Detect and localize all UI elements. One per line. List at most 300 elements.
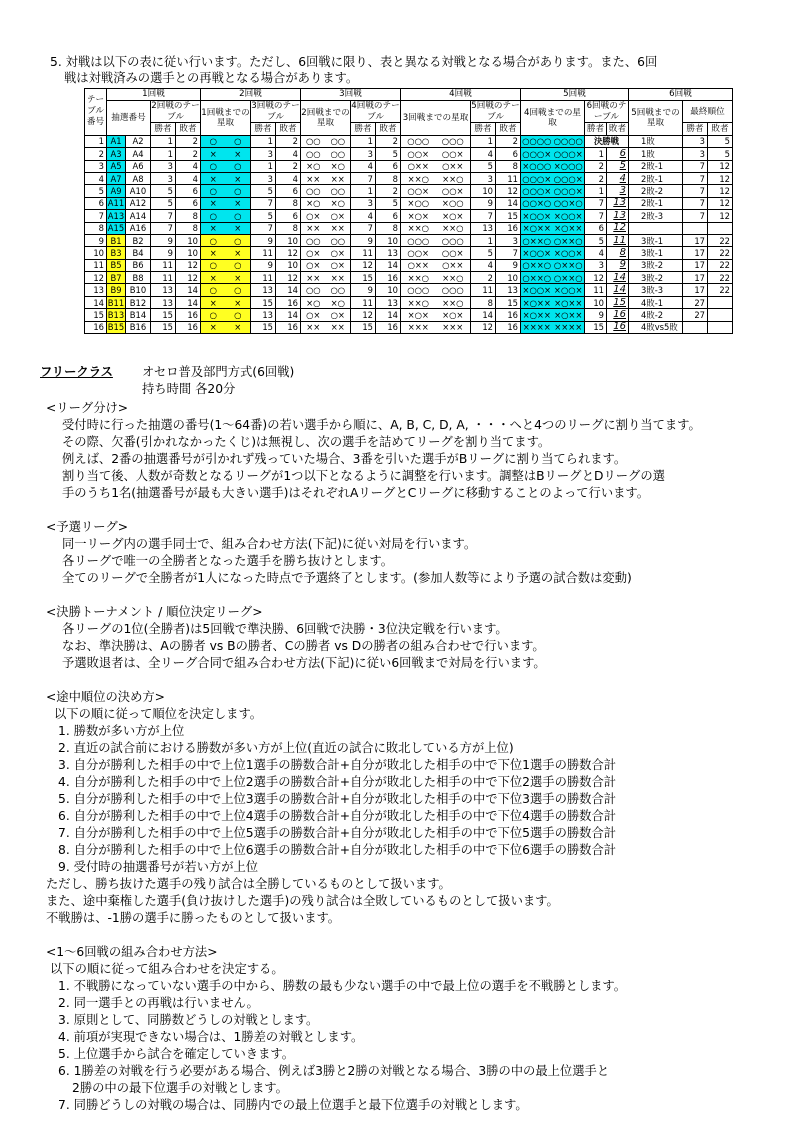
r5-loser-table: 16 <box>496 222 521 234</box>
table-row <box>85 185 733 197</box>
r4-loser-table: 14 <box>376 259 401 271</box>
ranking-rule: 7. 自分が勝利した相手の中で上位5選手の勝数合計+自分が敗北した相手の中で下位5選手の勝数合計 <box>58 826 617 840</box>
r1-record: ○ <box>226 185 251 197</box>
r2-record: ○○ <box>301 185 326 197</box>
league-line: 例えば、2番の抽選番号が引かれず残っていた場合、3番を引いた選手がBリーグに割り当てられます。 <box>62 452 627 466</box>
ranking-rule: 4. 自分が勝利した相手の中で上位2選手の勝数合計+自分が敗北した相手の中で下位2選手の勝数合計 <box>58 775 617 789</box>
r4-loser-table: 5 <box>376 148 401 160</box>
final-rank-winner: 7 <box>683 172 708 184</box>
lottery-b: B4 <box>126 247 151 259</box>
r4-loser-table: 13 <box>376 247 401 259</box>
ranking-note: ただし、勝ち抜けた選手の残り試合は全勝しているものとして扱います。 <box>46 877 451 891</box>
pairing-rule: 4. 前項が実現できない場合は、1勝差の対戦とします。 <box>58 1030 364 1044</box>
r5-winner-table: 1 <box>471 234 496 246</box>
free-class-format: オセロ普及部門方式(6回戦) <box>142 365 295 379</box>
r1-record: ○ <box>226 135 251 147</box>
free-class-section <box>40 364 760 1114</box>
ranking-note: 不戦勝は、-1勝の選手に勝ったものとして扱います。 <box>46 911 341 925</box>
r5-record: 2敗-1 <box>629 172 683 184</box>
r3-loser-table: 2 <box>276 160 301 172</box>
r3-winner-table: 13 <box>251 284 276 296</box>
r3-loser-table: 10 <box>276 234 301 246</box>
r1-record: ○ <box>226 234 251 246</box>
header-r3-table: 3回戦のテーブル <box>251 101 300 122</box>
final-rank-winner: 17 <box>683 284 708 296</box>
header-r1-record: 1回戦までの星取 <box>201 101 251 135</box>
r3-winner-table: 9 <box>251 259 276 271</box>
header-loser: 敗者 <box>376 123 401 135</box>
r2-loser-table: 14 <box>176 296 201 308</box>
header-final-rank: 最終順位 <box>683 101 733 123</box>
r1-record: × <box>226 222 251 234</box>
ranking-rule: 2. 直近の試合前における勝数が多い方が上位(直近の試合に敗北している方が上位) <box>58 741 514 755</box>
r6-winner-table: 2 <box>585 172 607 184</box>
header-winner: 勝者 <box>471 123 496 135</box>
r4-record: ○○○× <box>522 186 552 197</box>
r3-winner-table: 5 <box>251 185 276 197</box>
r2-record: ○○ <box>301 284 326 296</box>
r5-loser-table: 16 <box>496 321 521 333</box>
r4-winner-table: 12 <box>351 309 376 321</box>
r4-record: ×○×× <box>553 222 585 234</box>
table-row <box>85 197 733 209</box>
r5-loser-table: 16 <box>496 309 521 321</box>
r3-loser-table: 14 <box>276 284 301 296</box>
r5-winner-table: 1 <box>471 135 496 147</box>
r5-loser-table: 8 <box>496 160 521 172</box>
r4-record: ×○○○ <box>553 161 583 172</box>
r2-record: ×× <box>326 321 351 333</box>
r3-record: ○×× <box>436 160 471 172</box>
r6-loser-table: 6 <box>607 148 629 160</box>
table-number: 5 <box>85 185 107 197</box>
lottery-a: B13 <box>107 309 125 320</box>
r1-record: ○ <box>201 234 226 246</box>
r2-record: ×× <box>301 321 326 333</box>
r5-loser-table: 9 <box>496 259 521 271</box>
r5-winner-table: 7 <box>471 210 496 222</box>
r4-winner-table: 4 <box>351 160 376 172</box>
r6-winner-table: 1 <box>585 148 607 160</box>
r2-record: ○× <box>301 259 326 271</box>
table-row <box>85 284 733 296</box>
lottery-a: A7 <box>107 172 126 184</box>
header-loser: 敗者 <box>607 123 629 135</box>
r6-loser-table: 13 <box>607 210 629 222</box>
r1-record: × <box>226 272 251 284</box>
header-round-6: 6回戦 <box>629 89 733 101</box>
r4-loser-table: 8 <box>376 222 401 234</box>
final-rank-winner: 7 <box>683 210 708 222</box>
r3-record: ○○○ <box>436 284 471 296</box>
ranking-rule: 3. 自分が勝利した相手の中で上位1選手の勝数合計+自分が敗北した相手の中で下位1選手の勝数合計 <box>58 758 617 772</box>
r4-winner-table: 4 <box>351 210 376 222</box>
r3-record: ○○× <box>401 148 436 160</box>
r5-loser-table: 15 <box>496 210 521 222</box>
r2-record: ○× <box>301 247 326 259</box>
r3-winner-table: 11 <box>251 272 276 284</box>
r6-winner-table: 9 <box>585 309 607 321</box>
lottery-a: B1 <box>107 234 126 246</box>
header-table-no: テーブル番号 <box>85 89 107 136</box>
r1-record: × <box>201 148 226 160</box>
r4-record: ○○○× <box>553 173 583 184</box>
bracket-table <box>84 88 733 334</box>
prelim-section <box>40 519 760 587</box>
r2-record: ×○ <box>301 160 326 172</box>
r3-record: ○○× <box>436 148 471 160</box>
r3-loser-table: 4 <box>276 148 301 160</box>
r5-record: 1敗 <box>629 148 683 160</box>
r1-record: × <box>226 321 251 333</box>
r1-record: ○ <box>226 160 251 172</box>
final-rank-loser: 12 <box>708 172 733 184</box>
r4-winner-table: 1 <box>351 135 376 147</box>
final-rank-loser: 12 <box>708 197 733 209</box>
r2-record: ○○ <box>301 135 326 147</box>
r1-record: × <box>201 247 226 259</box>
r4-loser-table: 6 <box>376 210 401 222</box>
r1-record: × <box>201 321 226 333</box>
r4-winner-table: 11 <box>351 296 376 308</box>
r3-record: ○○○ <box>401 135 436 147</box>
r2-record: ○× <box>301 210 326 222</box>
r2-loser-table: 10 <box>176 247 201 259</box>
r5-record: 2敗-3 <box>629 210 683 222</box>
r3-winner-table: 3 <box>251 148 276 160</box>
r4-record: ×○○× <box>553 285 583 296</box>
table-row <box>85 247 733 259</box>
header-lottery: 抽選番号 <box>107 101 151 135</box>
r5-loser-table: 7 <box>496 247 521 259</box>
table-row <box>85 272 733 284</box>
r4-record: ×××× <box>553 321 585 333</box>
r2-winner-table: 1 <box>151 135 176 147</box>
r3-winner-table: 15 <box>251 296 276 308</box>
league-heading: <リーグ分け> <box>46 401 129 415</box>
r4-record: ○○×○ <box>522 198 552 209</box>
r6-loser-table: 12 <box>607 222 629 234</box>
r2-loser-table: 10 <box>176 234 201 246</box>
table-number: 3 <box>85 160 107 172</box>
free-class-title: フリークラス <box>40 365 113 379</box>
r2-loser-table: 16 <box>176 309 201 321</box>
lottery-b: B2 <box>126 234 151 246</box>
header-round-4: 4回戦 <box>401 89 521 101</box>
r5-loser-table: 3 <box>496 234 521 246</box>
tournament-line: 各リーグの1位(全勝者)は5回戦で準決勝、6回戦で決勝・3位決定戦を行います。 <box>62 622 508 636</box>
r6-loser-table: 16 <box>607 321 629 333</box>
r2-winner-table: 15 <box>151 321 176 333</box>
ranking-rule: 1. 勝数が多い方が上位 <box>58 724 185 738</box>
tournament-line: 予選敗退者は、全リーグ合同で組み合わせ方法(下記)に従い6回戦まで対局を行います。 <box>62 656 546 670</box>
intro-note <box>50 54 750 86</box>
r5-loser-table: 11 <box>496 172 521 184</box>
r5-record: 4敗vs5敗 <box>629 321 683 333</box>
r3-record: ○○○ <box>401 284 436 296</box>
r4-winner-table: 15 <box>351 272 376 284</box>
ranking-heading: <途中順位の決め方> <box>46 690 165 704</box>
ranking-intro: 以下の順に従って順位を決定します。 <box>54 707 263 721</box>
header-r5-record: 5回戦までの星取 <box>629 101 683 135</box>
lottery-a: A3 <box>107 148 126 160</box>
r1-record: ○ <box>201 309 226 321</box>
r5-winner-table: 11 <box>471 284 496 296</box>
r2-record: ○× <box>326 247 351 259</box>
r3-record: ××○ <box>436 272 471 284</box>
r3-record: ○○× <box>436 247 471 259</box>
r4-record: ×××× <box>521 321 553 333</box>
r1-record: × <box>226 148 251 160</box>
r6-winner-table: 7 <box>585 210 607 222</box>
r3-winner-table: 13 <box>251 309 276 321</box>
r1-record: × <box>201 272 226 284</box>
r5-record: 2敗-1 <box>629 160 683 172</box>
r3-loser-table: 14 <box>276 309 301 321</box>
r3-record: ×○○ <box>401 197 436 209</box>
r3-record: ××○ <box>401 172 436 184</box>
r6-winner-table: 7 <box>585 197 607 209</box>
lottery-a: B9 <box>107 284 126 296</box>
prelim-line: 同一リーグ内の選手同士で、組み合わせ方法(下記)に従い対局を行います。 <box>62 537 477 551</box>
tournament-heading: <決勝トーナメント / 順位決定リーグ> <box>46 605 263 619</box>
final-rank-winner: 7 <box>683 185 708 197</box>
r3-record: ○×× <box>436 259 471 271</box>
table-row <box>85 135 733 147</box>
r6-winner-table: 2 <box>585 160 607 172</box>
ranking-rule: 9. 受付時の抽選番号が若い方が上位 <box>58 860 259 874</box>
r4-winner-table: 3 <box>351 148 376 160</box>
table-row <box>85 222 733 234</box>
r2-winner-table: 7 <box>151 222 176 234</box>
r3-record: ××○ <box>436 222 471 234</box>
r1-record: × <box>226 197 251 209</box>
r6-loser-table: 14 <box>607 272 629 284</box>
final-rank-loser: 22 <box>708 284 733 296</box>
r3-record: ○×× <box>401 160 436 172</box>
r5-record: 1敗 <box>629 135 683 147</box>
r6-winner-table: 5 <box>585 234 607 246</box>
r4-record: ○○○× <box>553 186 583 197</box>
r4-winner-table: 9 <box>351 234 376 246</box>
final-rank-loser: 22 <box>708 259 733 271</box>
r4-record: ×○×× <box>521 309 553 321</box>
r4-loser-table: 16 <box>376 272 401 284</box>
r5-record: 2敗-2 <box>629 185 683 197</box>
header-r4-table: 4回戦のテーブル <box>351 101 400 122</box>
final-rank-winner: 7 <box>683 197 708 209</box>
header-r6-table: 6回戦のテーブル <box>585 101 629 123</box>
final-rank-loser: 22 <box>708 247 733 259</box>
table-number: 13 <box>85 284 107 296</box>
table-number: 9 <box>85 234 107 246</box>
r3-loser-table: 8 <box>276 222 301 234</box>
header-r3-record: 3回戦までの星取 <box>401 101 471 135</box>
header-r2-table: 2回戦のテーブル <box>151 101 200 122</box>
prelim-heading: <予選リーグ> <box>46 520 129 534</box>
r3-record: ○○○ <box>436 135 471 147</box>
r4-record: ×○×× <box>521 222 553 234</box>
r1-record: × <box>201 197 226 209</box>
r2-winner-table: 11 <box>151 272 176 284</box>
table-number: 2 <box>85 148 107 160</box>
r2-record: ○○ <box>326 234 351 246</box>
header-loser: 敗者 <box>708 123 733 135</box>
final-rank-loser: 22 <box>708 234 733 246</box>
r5-winner-table: 14 <box>471 309 496 321</box>
final-rank-loser: 22 <box>708 272 733 284</box>
r2-winner-table: 9 <box>151 247 176 259</box>
league-line: 受付時に行った抽選の番号(1～64番)の若い選手から順に、A, B, C, D, A, ・・・へと4つのリーグに割り当てます。 <box>62 418 701 432</box>
r5-winner-table: 5 <box>471 160 496 172</box>
r5-record <box>629 222 683 234</box>
r3-loser-table: 6 <box>276 210 301 222</box>
table-number: 8 <box>85 222 107 234</box>
r1-record: ○ <box>226 284 251 296</box>
table-row <box>85 321 733 333</box>
lottery-a: A1 <box>107 135 126 147</box>
r6-winner-table: 1 <box>585 185 607 197</box>
r6-winner-table: 15 <box>585 321 607 333</box>
r3-record: ○○× <box>436 185 471 197</box>
r3-winner-table: 1 <box>251 135 276 147</box>
r3-winner-table: 15 <box>251 321 276 333</box>
table-number: 4 <box>85 172 107 184</box>
r4-record: ○○○× <box>522 148 552 159</box>
r3-loser-table: 2 <box>276 135 301 147</box>
table-row <box>85 210 733 222</box>
table-number: 15 <box>85 309 107 321</box>
final-rank-winner: 17 <box>683 234 708 246</box>
r1-record: ○ <box>201 210 226 222</box>
r4-record: ×○×× <box>553 296 585 308</box>
lottery-b: A12 <box>126 197 151 209</box>
lottery-a: A9 <box>107 185 126 197</box>
final-rank-winner: 27 <box>683 309 708 321</box>
r5-winner-table: 3 <box>471 172 496 184</box>
r2-record: ×× <box>301 222 326 234</box>
lottery-a: B5 <box>107 259 126 271</box>
header-winner: 勝者 <box>683 123 708 135</box>
table-number: 1 <box>85 135 107 147</box>
r4-loser-table: 2 <box>376 135 401 147</box>
r1-record: ○ <box>201 135 226 147</box>
r2-loser-table: 2 <box>176 148 201 160</box>
header-round-1: 1回戦 <box>107 89 201 101</box>
r4-winner-table: 12 <box>351 259 376 271</box>
r3-record: ××○ <box>436 172 471 184</box>
r2-winner-table: 9 <box>151 234 176 246</box>
table-number: 6 <box>85 197 107 209</box>
ranking-rule: 8. 自分が勝利した相手の中で上位6選手の勝数合計+自分が敗北した相手の中で下位6選手の勝数合計 <box>58 843 617 857</box>
lottery-b: B16 <box>126 321 151 333</box>
final-rank-winner: 17 <box>683 259 708 271</box>
r4-record: ×○○○ <box>522 161 552 172</box>
r3-loser-table: 16 <box>276 296 301 308</box>
r5-winner-table: 13 <box>471 222 496 234</box>
r2-winner-table: 13 <box>151 296 176 308</box>
header-round-3: 3回戦 <box>301 89 401 101</box>
tournament-line: なお、準決勝は、Aの勝者 vs Bの勝者、Cの勝者 vs Dの勝者の組み合わせで行います。 <box>62 639 545 653</box>
lottery-b: A2 <box>126 135 151 147</box>
r3-record: ××× <box>436 321 471 333</box>
ranking-section <box>40 689 760 927</box>
r5-winner-table: 4 <box>471 148 496 160</box>
lottery-b: A10 <box>126 185 151 197</box>
r4-winner-table: 7 <box>351 172 376 184</box>
r4-record: ×○×× <box>553 309 585 321</box>
r3-record: ××○ <box>401 222 436 234</box>
r3-record: ×○× <box>436 210 471 222</box>
r4-record: ○××○ <box>553 272 583 283</box>
r1-record: × <box>226 247 251 259</box>
r5-record: 4敗-1 <box>629 296 683 308</box>
r2-record: ×○ <box>326 160 351 172</box>
r4-record: ○××○ <box>553 260 583 271</box>
r1-record: ○ <box>226 259 251 271</box>
r4-loser-table: 14 <box>376 309 401 321</box>
pairing-rule: 6. 1勝差の対戦を行う必要がある場合、例えば3勝と2勝の対戦となる場合、3勝の中の最上位選手と <box>58 1064 610 1078</box>
table-number: 10 <box>85 247 107 259</box>
r4-loser-table: 2 <box>376 185 401 197</box>
prelim-line: 全てのリーグで全勝者が1人になった時点で予選終了とします。(参加人数等により予選の試合数は変動) <box>62 571 632 585</box>
r1-record: ○ <box>201 259 226 271</box>
prelim-line: 各リーグで唯一の全勝者となった選手を勝ち抜けとします。 <box>62 554 394 568</box>
header-round-2: 2回戦 <box>201 89 301 101</box>
final-rank-loser <box>708 321 733 333</box>
lottery-b: B10 <box>126 284 151 296</box>
r2-winner-table: 5 <box>151 185 176 197</box>
r5-loser-table: 2 <box>496 135 521 147</box>
r6-winner-table: 11 <box>585 284 607 296</box>
r2-loser-table: 16 <box>176 321 201 333</box>
lottery-b: A6 <box>126 160 151 172</box>
r4-loser-table: 10 <box>376 284 401 296</box>
r2-record: ×× <box>301 272 326 284</box>
r4-record: ○○○○ <box>553 136 583 147</box>
lottery-b: A16 <box>126 222 151 234</box>
r3-record: ×○× <box>436 309 471 321</box>
r2-winner-table: 7 <box>151 210 176 222</box>
r3-record: ○×× <box>401 259 436 271</box>
final-rank-winner <box>683 321 708 333</box>
table-row <box>85 148 733 160</box>
r2-record: ○○ <box>301 148 326 160</box>
r6-loser-table: 4 <box>607 172 629 184</box>
lottery-a: B15 <box>107 322 125 333</box>
r2-loser-table: 12 <box>176 272 201 284</box>
r6-winner-table: 4 <box>585 247 607 259</box>
bracket-body <box>85 135 733 333</box>
pairing-rule: 2. 同一選手との再戦は行いません。 <box>58 996 259 1010</box>
r3-record: ○○○ <box>401 234 436 246</box>
table-number: 11 <box>85 259 107 271</box>
r5-winner-table: 8 <box>471 296 496 308</box>
r4-loser-table: 6 <box>376 160 401 172</box>
pairing-rule: 1. 不戦勝になっていない選手の中から、勝数の最も少ない選手の中で最上位の選手を不戦勝とします。 <box>58 979 627 993</box>
final-rank-loser <box>708 296 733 308</box>
r5-record: 2敗-1 <box>629 197 683 209</box>
r5-record: 3敗-1 <box>629 234 683 246</box>
table-row <box>85 296 733 308</box>
r4-record: ○○×○ <box>553 198 583 209</box>
final-rank-winner: 27 <box>683 296 708 308</box>
lottery-b: A4 <box>126 148 151 160</box>
r1-record: ○ <box>226 309 251 321</box>
r1-record: × <box>226 296 251 308</box>
header-winner: 勝者 <box>351 123 376 135</box>
r3-winner-table: 5 <box>251 210 276 222</box>
